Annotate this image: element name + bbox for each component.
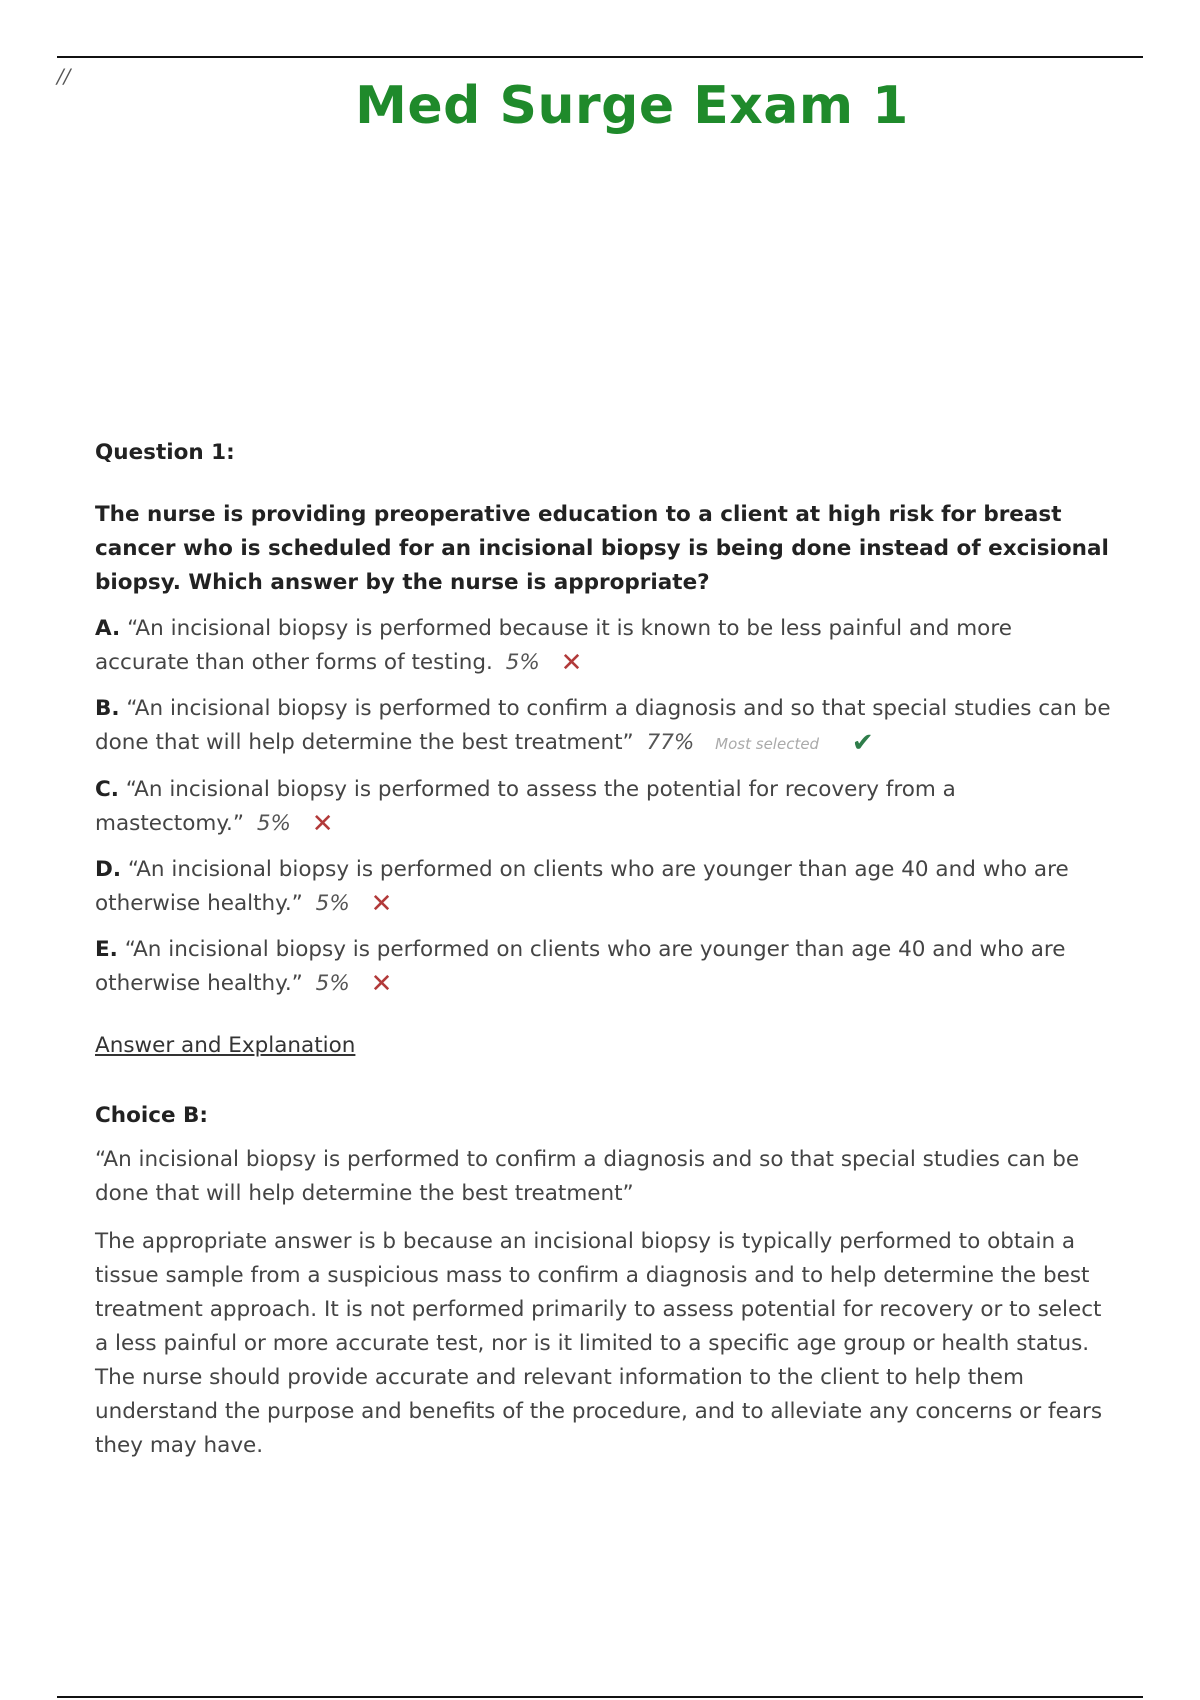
most-selected-label: Most selected: [715, 735, 820, 753]
option-text: “An incisional biopsy is performed on clients who are younger than age 40 and who are otherwise healthy.”: [95, 937, 1066, 996]
option-text: “An incisional biopsy is performed to assess the potential for recovery from a mastectomy.”: [95, 777, 956, 836]
x-mark-icon: ✕: [560, 648, 583, 678]
option-b[interactable]: [95, 692, 1111, 761]
bottom-rule: [57, 1696, 1143, 1698]
explanation-text: The appropriate answer is b because an incisional biopsy is typically performed to obtain a tissue sample from a suspicious mass to confirm a diagnosis and to help determine the best treatment approach. It is not performed primarily to assess potential for recovery or to select a less painful or more accurate test, nor is it limited to a specific age group or health status. The nurse should provide accurate and relevant information to the client to help them understand the purpose and benefits of the procedure, and to alleviate any concerns or fears they may have.: [95, 1229, 1103, 1458]
option-text: “An incisional biopsy is performed to confirm a diagnosis and so that special studies can be done that will help determine the best treatment”: [95, 696, 1111, 755]
option-letter: C.: [95, 777, 119, 802]
page-title: Med Surge Exam 1: [355, 76, 909, 136]
option-c[interactable]: [95, 773, 1111, 841]
check-mark-icon: ✔: [851, 728, 874, 758]
option-percent: 77%: [646, 730, 695, 755]
option-percent: 5%: [315, 891, 350, 916]
question-heading: Question 1:: [95, 440, 235, 465]
option-percent: 5%: [315, 971, 350, 996]
option-letter: E.: [95, 937, 118, 962]
option-text: “An incisional biopsy is performed because it is known to be less painful and more accurate than other forms of testing.: [95, 616, 1012, 675]
answer-explanation-link[interactable]: Answer and Explanation: [95, 1033, 356, 1058]
x-mark-icon: ✕: [311, 809, 334, 839]
option-letter: A.: [95, 616, 121, 641]
option-d[interactable]: [95, 853, 1111, 921]
top-rule: [57, 56, 1143, 58]
option-a[interactable]: [95, 612, 1111, 680]
option-percent: 5%: [256, 811, 291, 836]
question-card: [95, 436, 1111, 1463]
x-mark-icon: ✕: [370, 889, 393, 919]
option-letter: B.: [95, 696, 120, 721]
choice-heading: Choice B:: [95, 1103, 209, 1128]
option-text: “An incisional biopsy is performed on clients who are younger than age 40 and who are otherwise healthy.”: [95, 857, 1069, 916]
option-percent: 5%: [505, 650, 540, 675]
question-stem: The nurse is providing preoperative education to a client at high risk for breast cancer who is scheduled for an incisional biopsy is being done instead of excisional biopsy. Which answer by the nurse is appropriate?: [95, 502, 1109, 595]
choice-quote: “An incisional biopsy is performed to confirm a diagnosis and so that special studies can be done that will help determine the best treatment”: [95, 1147, 1080, 1206]
page-marker: //: [57, 64, 71, 88]
x-mark-icon: ✕: [370, 969, 393, 999]
option-e[interactable]: [95, 933, 1111, 1001]
option-letter: D.: [95, 857, 122, 882]
